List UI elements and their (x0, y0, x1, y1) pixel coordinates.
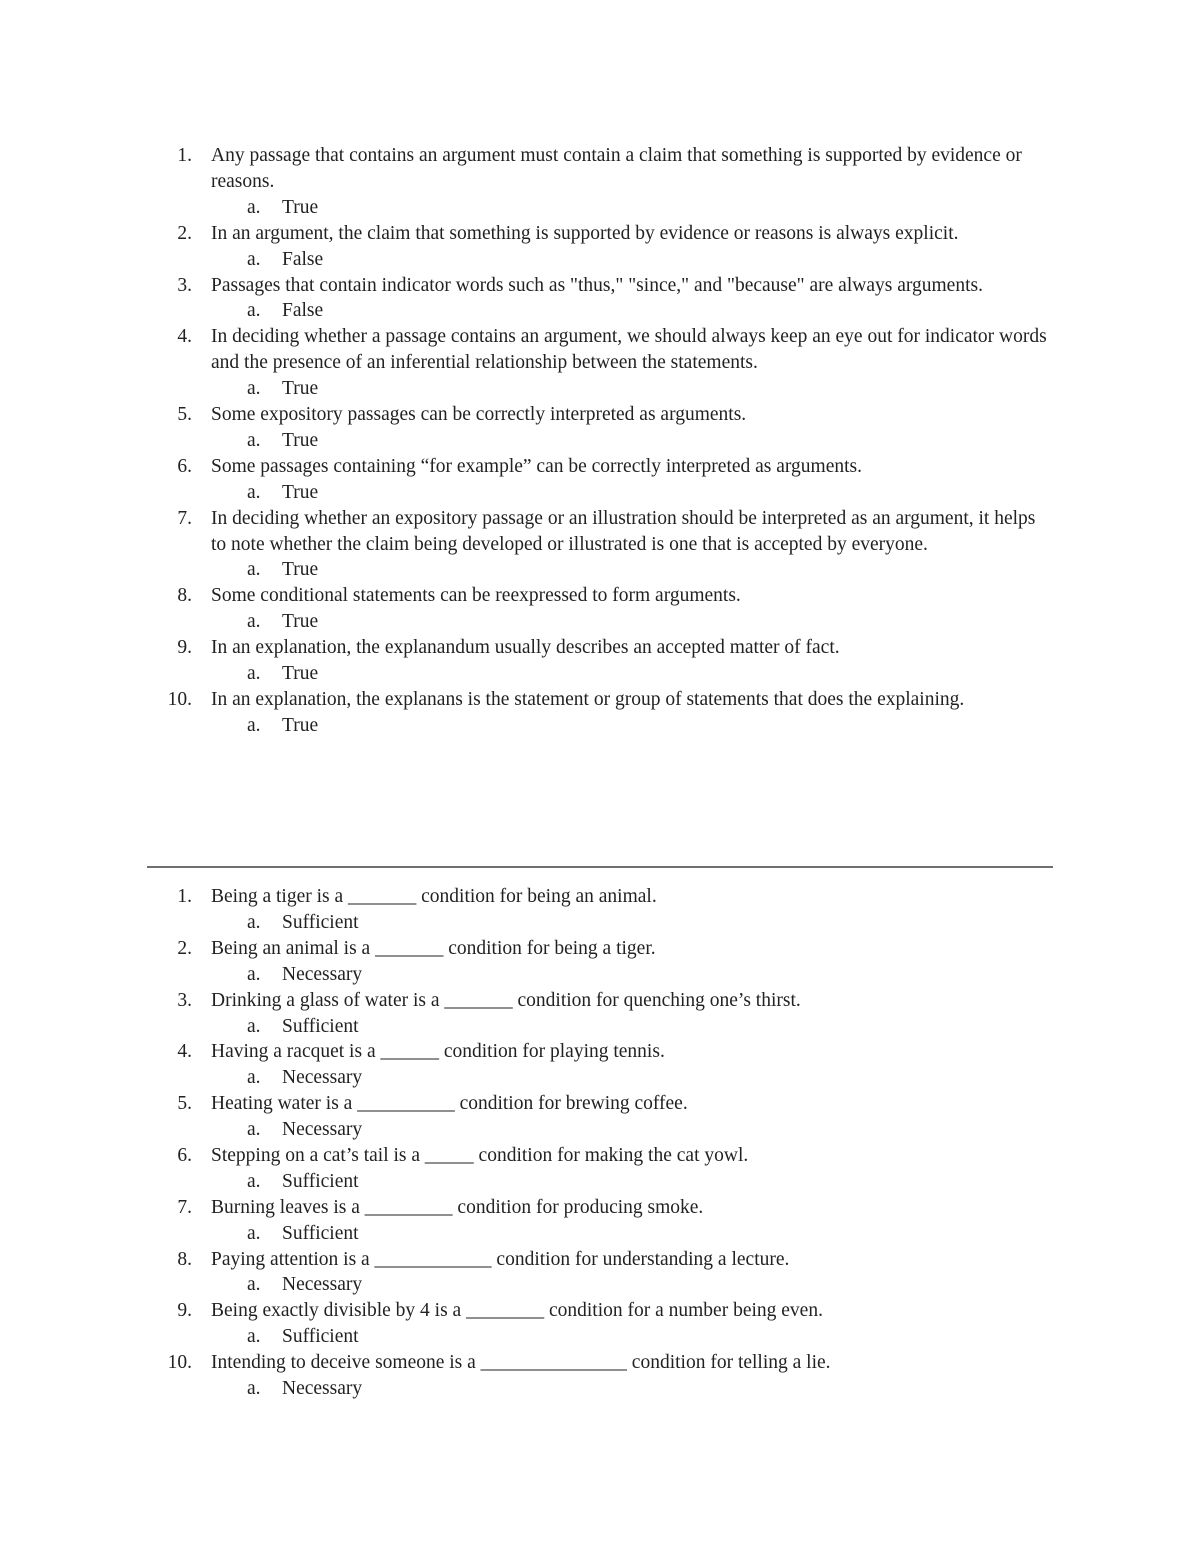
answer-text: True (282, 559, 319, 581)
question-item (0, 143, 1200, 221)
answer-text: Necessary (282, 1378, 363, 1400)
answer-row (247, 1014, 1200, 1040)
answer-text: True (282, 429, 319, 451)
answer-text: True (282, 663, 319, 684)
question-number: 1. (177, 886, 192, 907)
question-text: Heating water is a __________ condition for brewing coffee. (211, 1093, 688, 1115)
question-number: 4. (177, 326, 192, 348)
question-item (0, 1195, 1200, 1247)
question-number: 8. (177, 1248, 192, 1270)
answer-text: Sufficient (282, 1222, 359, 1244)
question-number: 7. (177, 1196, 192, 1218)
question-number: 7. (177, 507, 192, 529)
question-item (0, 687, 1200, 739)
answer-text: Sufficient (282, 1170, 359, 1192)
question-text: In an explanation, the explanandum usually describes an accepted matter of fact. (211, 637, 840, 659)
answer-row (247, 1221, 1200, 1247)
section-divider (147, 866, 1053, 868)
answer-text: Necessary (282, 1067, 363, 1089)
answer-letter: a. (247, 1378, 261, 1400)
true-false-section (0, 143, 1200, 739)
question-item (0, 1091, 1200, 1143)
question-number: 3. (177, 274, 192, 296)
question-number: 1. (177, 145, 192, 166)
question-item (0, 1143, 1200, 1195)
question-text: Some expository passages can be correctly interpreted as arguments. (211, 404, 747, 425)
question-text: In deciding whether a passage contains an argument, we should always keep an eye out for indicator words and the presence of an inferential relationship between the statements. (211, 326, 1047, 374)
question-item (0, 324, 1200, 402)
answer-letter: a. (247, 481, 261, 503)
answer-row (247, 910, 1200, 936)
question-number: 2. (177, 222, 192, 244)
answer-letter: a. (247, 911, 261, 933)
answer-letter: a. (247, 1015, 261, 1037)
question-text: Passages that contain indicator words such as "thus," "since," and "because" are always arguments. (211, 274, 983, 296)
answer-row (247, 1117, 1200, 1143)
answer-letter: a. (247, 963, 261, 985)
answer-row (247, 713, 1200, 739)
question-item (0, 506, 1200, 584)
question-item (0, 1247, 1200, 1299)
answer-row (247, 1065, 1200, 1091)
question-text: In an argument, the claim that something is supported by evidence or reasons is always explicit. (211, 222, 959, 244)
answer-text: True (282, 481, 319, 503)
question-text: Stepping on a cat’s tail is a _____ condition for making the cat yowl. (211, 1144, 749, 1166)
answer-row (247, 962, 1200, 988)
answer-letter: a. (247, 559, 261, 581)
answer-letter: a. (247, 1119, 261, 1141)
question-text: Some conditional statements can be reexpressed to form arguments. (211, 585, 741, 607)
answer-text: Sufficient (282, 1015, 359, 1037)
answer-row (247, 1376, 1200, 1402)
answer-row (247, 1272, 1200, 1298)
question-item (0, 1298, 1200, 1350)
question-text: Being a tiger is a _______ condition for being an animal. (211, 886, 657, 907)
answer-text: Sufficient (282, 1326, 359, 1348)
question-number: 6. (177, 455, 192, 477)
answer-row (247, 1169, 1200, 1195)
answer-row (247, 195, 1200, 221)
answer-text: Necessary (282, 1274, 363, 1296)
answer-text: False (282, 248, 324, 270)
answer-row (247, 609, 1200, 635)
answer-text: False (282, 300, 324, 322)
question-number: 5. (177, 404, 192, 425)
question-item (0, 454, 1200, 506)
question-item (0, 1039, 1200, 1091)
question-number: 8. (177, 585, 192, 607)
answer-text: True (282, 196, 319, 218)
question-text: Being exactly divisible by 4 is a ________ condition for a number being even. (211, 1300, 823, 1322)
answer-text: True (282, 611, 319, 633)
answer-letter: a. (247, 248, 261, 270)
question-number: 9. (177, 1300, 192, 1322)
answer-letter: a. (247, 1222, 261, 1244)
question-text: Being an animal is a _______ condition for being a tiger. (211, 937, 656, 959)
answer-row (247, 480, 1200, 506)
answer-row (247, 428, 1200, 454)
answer-text: Necessary (282, 1119, 363, 1141)
answer-text: True (282, 714, 319, 736)
question-number: 5. (177, 1093, 192, 1115)
question-number: 2. (177, 937, 192, 959)
question-number: 9. (177, 637, 192, 659)
answer-row (247, 1324, 1200, 1350)
question-text: Some passages containing “for example” can be correctly interpreted as arguments. (211, 455, 863, 477)
answer-row (247, 376, 1200, 402)
answer-row (247, 557, 1200, 583)
question-text: Intending to deceive someone is a _______________ condition for telling a lie. (211, 1352, 831, 1374)
question-item (0, 988, 1200, 1040)
question-item (0, 221, 1200, 273)
answer-letter: a. (247, 1326, 261, 1348)
conditions-section (0, 884, 1200, 1402)
question-number: 10. (167, 688, 192, 710)
answer-letter: a. (247, 611, 261, 633)
question-text: Paying attention is a ____________ condition for understanding a lecture. (211, 1248, 790, 1270)
question-item (0, 273, 1200, 325)
question-item (0, 884, 1200, 936)
question-item (0, 936, 1200, 988)
answer-row (247, 661, 1200, 687)
question-text: In deciding whether an expository passage or an illustration should be interpreted as an argument, it helps to note whether the claim being developed or illustrated is one that is accepted by everyone. (211, 507, 1036, 555)
question-number: 10. (167, 1352, 192, 1374)
question-item (0, 1350, 1200, 1402)
answer-letter: a. (247, 429, 261, 451)
question-number: 3. (177, 989, 192, 1011)
answer-letter: a. (247, 1274, 261, 1296)
answer-letter: a. (247, 1170, 261, 1192)
question-text: Any passage that contains an argument must contain a claim that something is supported by evidence or reasons. (211, 145, 1022, 192)
question-item (0, 402, 1200, 454)
answer-letter: a. (247, 378, 261, 400)
answer-letter: a. (247, 196, 261, 218)
question-text: In an explanation, the explanans is the statement or group of statements that does the explaining. (211, 688, 965, 710)
answer-text: Sufficient (282, 911, 359, 933)
question-text: Having a racquet is a ______ condition for playing tennis. (211, 1041, 665, 1063)
answer-letter: a. (247, 1067, 261, 1089)
answer-letter: a. (247, 714, 261, 736)
answer-text: True (282, 378, 319, 400)
answer-row (247, 298, 1200, 324)
answer-row (247, 247, 1200, 273)
answer-letter: a. (247, 663, 261, 684)
answer-letter: a. (247, 300, 261, 322)
question-number: 4. (177, 1041, 192, 1063)
question-text: Drinking a glass of water is a _______ condition for quenching one’s thirst. (211, 989, 801, 1011)
question-number: 6. (177, 1144, 192, 1166)
answer-text: Necessary (282, 963, 363, 985)
question-text: Burning leaves is a _________ condition for producing smoke. (211, 1196, 704, 1218)
question-item (0, 635, 1200, 687)
question-item (0, 583, 1200, 635)
